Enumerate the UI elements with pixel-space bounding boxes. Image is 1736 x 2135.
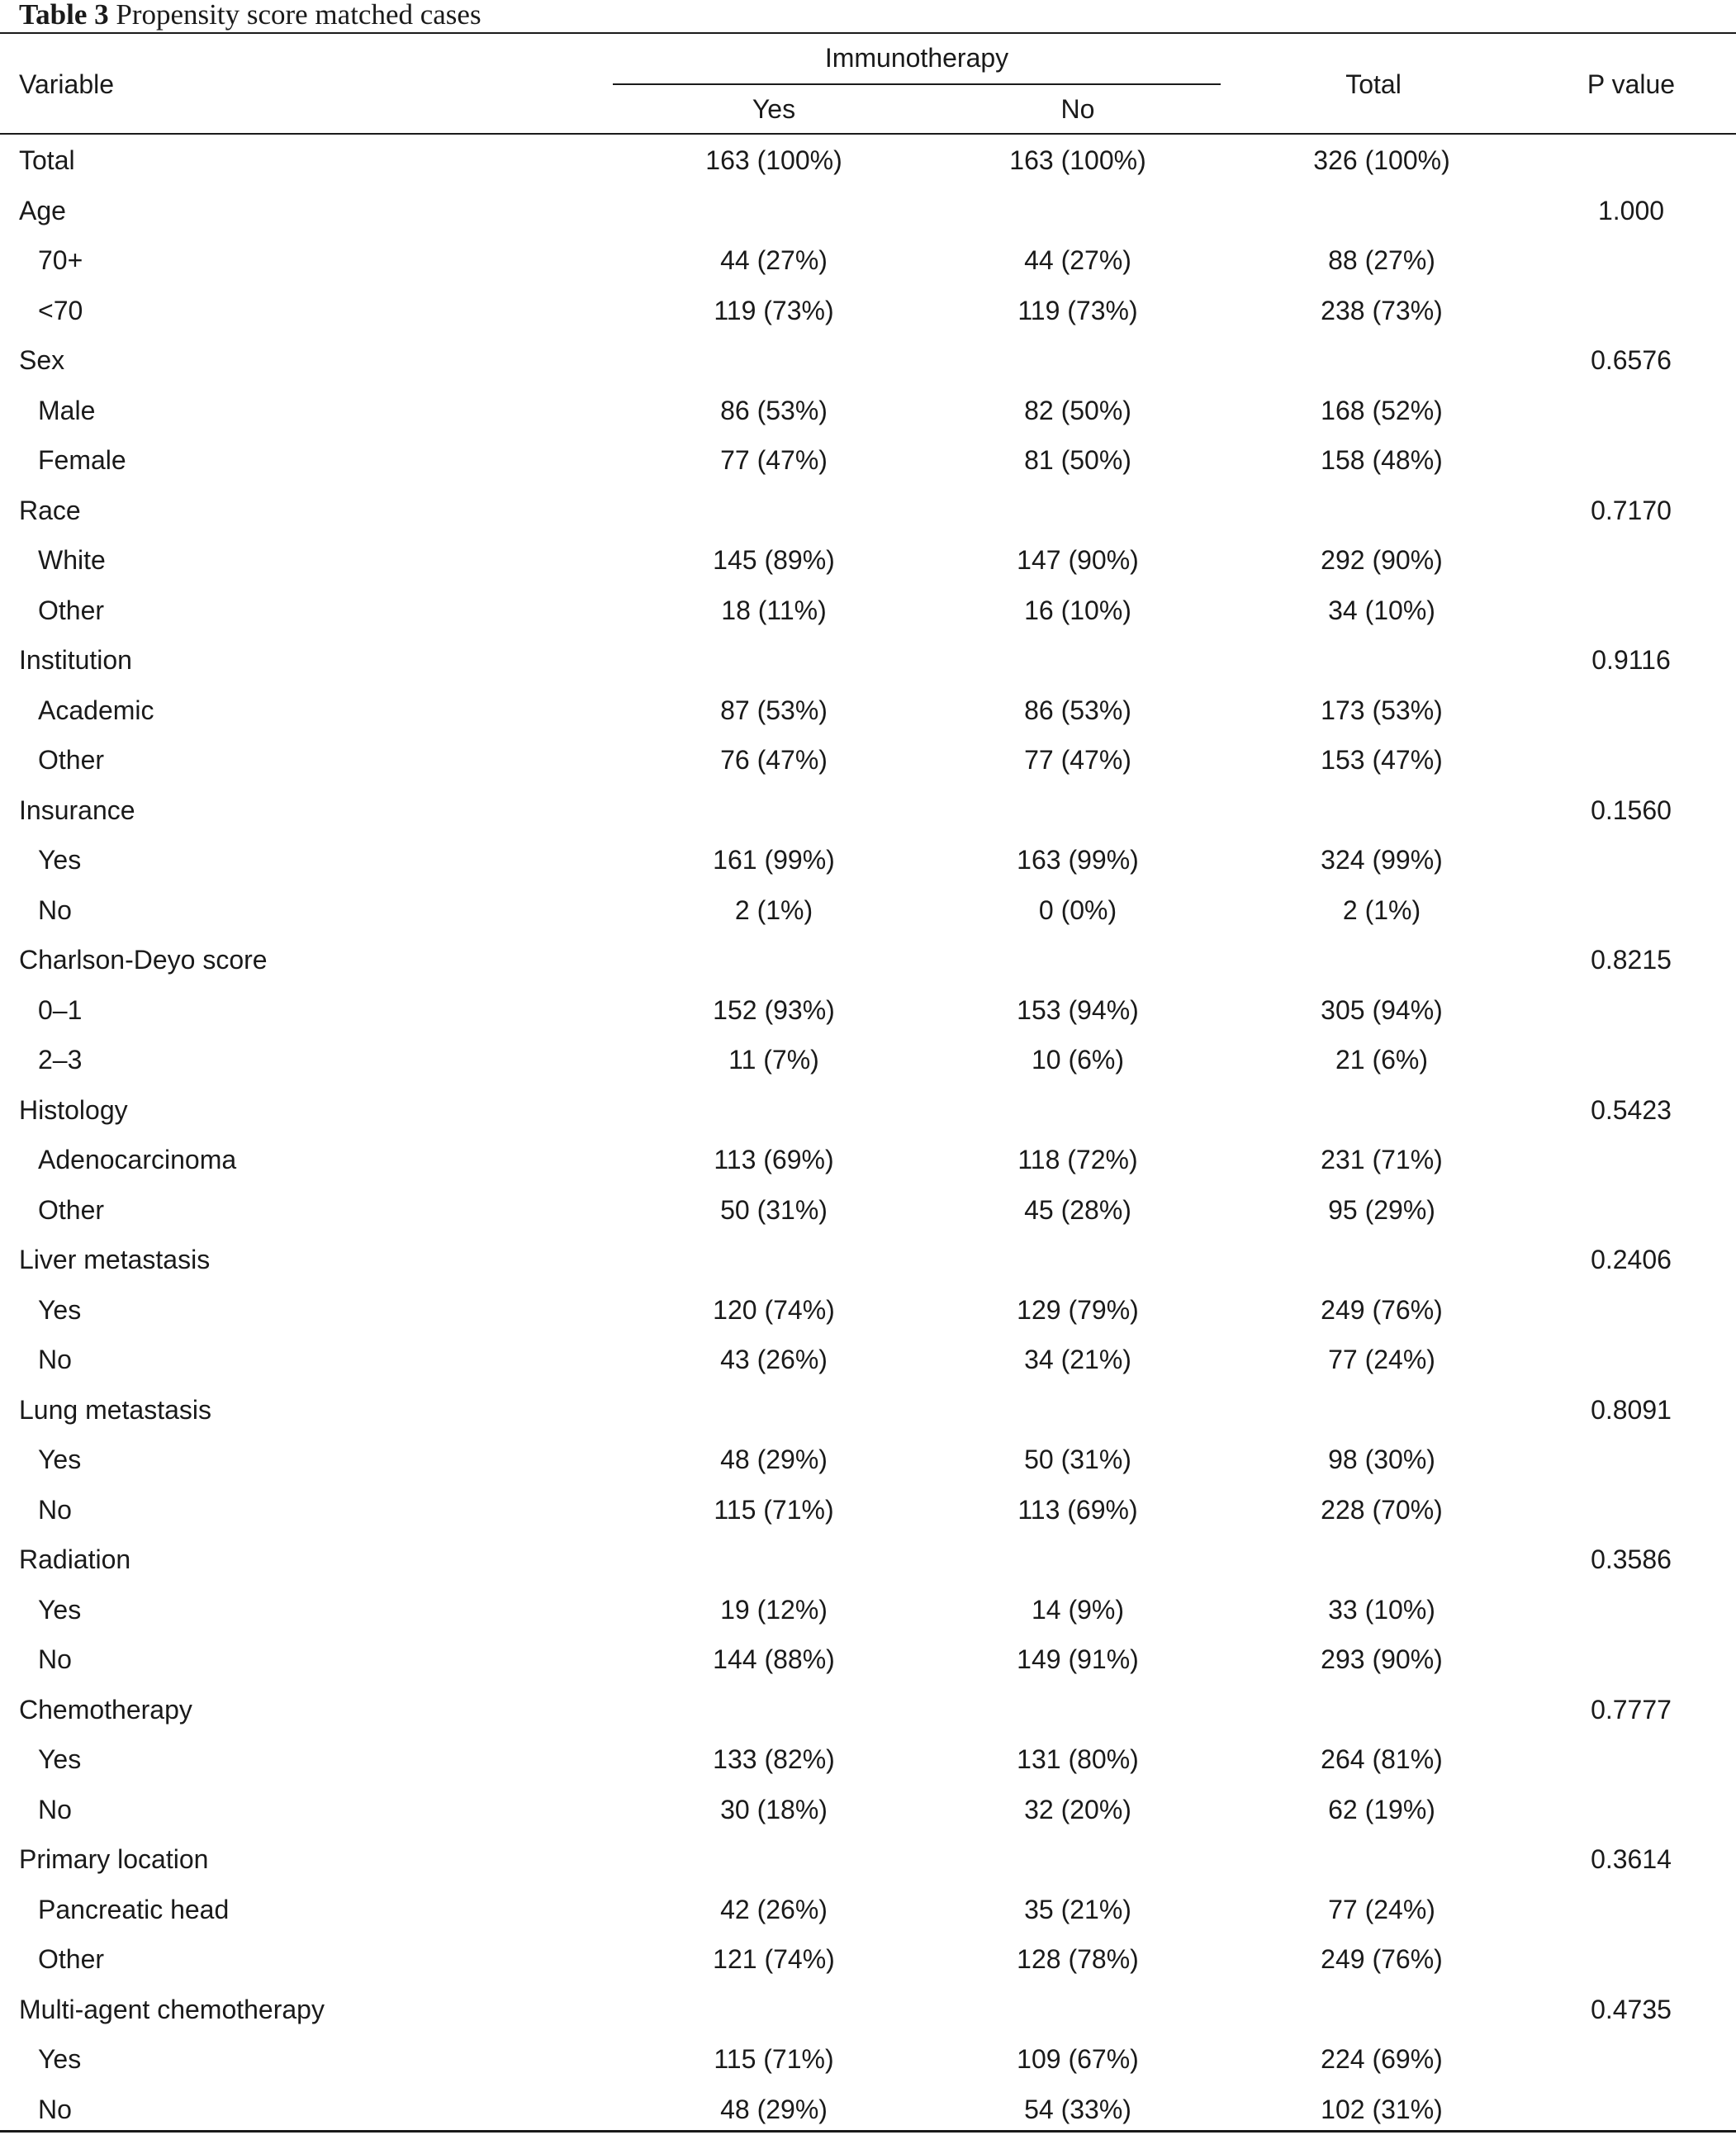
table-row: [0, 1185, 1736, 1236]
cell-total: 77 (24%): [1328, 1894, 1435, 1924]
row-label: Histology: [19, 1094, 128, 1125]
table-row-group: [0, 1235, 1736, 1285]
cell-no: 10 (6%): [1031, 1045, 1125, 1075]
row-label: No: [38, 1644, 72, 1674]
table-body: [0, 135, 1736, 2134]
table-row: [0, 1734, 1736, 1785]
row-label: Liver metastasis: [19, 1245, 211, 1274]
cell-p-value: 0.7777: [1591, 1694, 1672, 1725]
table-row-group: [0, 935, 1736, 985]
table-row: [0, 1135, 1736, 1185]
row-label: Total: [19, 145, 75, 175]
cell-total: 168 (52%): [1321, 395, 1443, 425]
cell-yes: 115 (71%): [714, 1494, 834, 1525]
row-label: Yes: [38, 1294, 82, 1325]
row-label: Female: [38, 445, 126, 475]
cell-no: 149 (91%): [1017, 1644, 1139, 1674]
cell-p-value: 0.7170: [1591, 495, 1672, 525]
cell-yes: 86 (53%): [720, 395, 828, 425]
row-label: Male: [38, 395, 96, 425]
cell-total: 158 (48%): [1321, 445, 1443, 475]
table-row-group: [0, 135, 1736, 186]
row-label: Academic: [38, 695, 154, 725]
cell-p-value: 1.000: [1597, 195, 1665, 225]
row-label: No: [38, 2094, 72, 2124]
cell-total: 238 (73%): [1321, 295, 1443, 325]
cell-yes: 44 (27%): [720, 245, 828, 275]
row-label: Adenocarcinoma: [38, 1145, 237, 1174]
cell-no: 81 (50%): [1024, 445, 1131, 475]
cell-yes: 152 (93%): [713, 994, 835, 1025]
cell-p-value: 0.8091: [1591, 1394, 1672, 1425]
table-row: [0, 1585, 1736, 1635]
table-row: [0, 235, 1736, 286]
table-row-group: [0, 1985, 1736, 2035]
cell-p-value: 0.1560: [1591, 795, 1672, 825]
table-row: [0, 586, 1736, 636]
cell-p-value: 0.2406: [1591, 1245, 1672, 1274]
cell-no: 153 (94%): [1017, 994, 1139, 1025]
header-total: Total: [1345, 69, 1402, 99]
table-row: [0, 435, 1736, 486]
cell-no: 34 (21%): [1024, 1345, 1131, 1374]
row-label: Lung metastasis: [19, 1394, 212, 1425]
row-label: Sex: [19, 345, 65, 375]
cell-yes: 133 (82%): [713, 1744, 835, 1774]
cell-yes: 18 (11%): [721, 595, 827, 625]
cell-yes: 48 (29%): [720, 2094, 828, 2124]
cell-total: 98 (30%): [1328, 1445, 1435, 1474]
table-row: [0, 1634, 1736, 1685]
table-row: [0, 1785, 1736, 1835]
cell-no: 50 (31%): [1024, 1445, 1131, 1474]
row-label: 2–3: [38, 1045, 83, 1075]
cell-no: 44 (27%): [1024, 245, 1131, 275]
row-label: Other: [38, 1944, 105, 1974]
table-row-group: [0, 1085, 1736, 1136]
cell-no: 113 (69%): [1017, 1494, 1138, 1525]
cell-no: 14 (9%): [1031, 1594, 1125, 1625]
cell-yes: 11 (7%): [728, 1045, 819, 1075]
table-number: Table 3: [19, 0, 109, 31]
cell-no: 128 (78%): [1017, 1944, 1139, 1974]
cell-no: 0 (0%): [1038, 894, 1117, 925]
cell-total: 153 (47%): [1321, 745, 1443, 775]
cell-yes: 19 (12%): [720, 1594, 828, 1625]
cell-yes: 163 (100%): [705, 145, 842, 175]
bottom-rule: [0, 2130, 1736, 2133]
row-label: Insurance: [19, 795, 135, 825]
cell-total: 305 (94%): [1321, 994, 1443, 1025]
row-label: Other: [38, 1194, 105, 1225]
table-row-group: [0, 486, 1736, 536]
row-label: Yes: [38, 845, 82, 875]
cell-no: 163 (99%): [1017, 845, 1139, 875]
row-label: Chemotherapy: [19, 1694, 192, 1725]
cell-total: 95 (29%): [1328, 1194, 1435, 1225]
row-label: No: [38, 1794, 72, 1824]
table-row: [0, 885, 1736, 936]
table-caption: [19, 0, 481, 33]
table-row: [0, 535, 1736, 586]
header-variable: Variable: [19, 69, 115, 99]
row-label: Primary location: [19, 1844, 209, 1874]
row-label: 0–1: [38, 994, 83, 1025]
table-row-group: [0, 186, 1736, 236]
cell-yes: 77 (47%): [720, 445, 828, 475]
row-label: White: [38, 545, 106, 575]
cell-total: 34 (10%): [1328, 595, 1435, 625]
cell-yes: 43 (26%): [720, 1345, 828, 1374]
cell-no: 16 (10%): [1024, 595, 1131, 625]
cell-yes: 76 (47%): [720, 745, 828, 775]
cell-no: 163 (100%): [1009, 145, 1146, 175]
row-label: Other: [38, 745, 105, 775]
cell-p-value: 0.5423: [1591, 1094, 1672, 1125]
table-row: [0, 1435, 1736, 1485]
row-label: <70: [38, 295, 83, 325]
cell-yes: 87 (53%): [720, 695, 828, 725]
cell-yes: 161 (99%): [713, 845, 835, 875]
cell-p-value: 0.9116: [1591, 645, 1671, 675]
row-label: No: [38, 1494, 72, 1525]
cell-total: 102 (31%): [1321, 2094, 1443, 2124]
cell-no: 77 (47%): [1024, 745, 1131, 775]
table-row-group: [0, 1685, 1736, 1735]
cell-total: 292 (90%): [1321, 545, 1443, 575]
cell-no: 32 (20%): [1024, 1794, 1131, 1824]
row-label: Race: [19, 495, 81, 525]
cell-yes: 113 (69%): [714, 1145, 834, 1174]
row-label: Yes: [38, 1744, 82, 1774]
cell-yes: 121 (74%): [713, 1944, 835, 1974]
cell-total: 326 (100%): [1313, 145, 1450, 175]
cell-total: 228 (70%): [1321, 1494, 1443, 1525]
table-row: [0, 1485, 1736, 1535]
header-immunotherapy: Immunotherapy: [824, 43, 1009, 73]
cell-total: 293 (90%): [1321, 1644, 1443, 1674]
header-no: No: [1060, 94, 1095, 124]
cell-total: 77 (24%): [1328, 1345, 1435, 1374]
table-row: [0, 2034, 1736, 2085]
cell-no: 118 (72%): [1017, 1145, 1138, 1174]
row-label: Yes: [38, 2044, 82, 2074]
cell-total: 173 (53%): [1321, 695, 1443, 725]
cell-p-value: 0.6576: [1591, 345, 1672, 375]
top-rule: [0, 32, 1736, 34]
cell-p-value: 0.3614: [1591, 1844, 1672, 1874]
table-row: [0, 386, 1736, 436]
cell-p-value: 0.4735: [1591, 1994, 1672, 2024]
cell-no: 109 (67%): [1017, 2044, 1139, 2074]
cell-yes: 50 (31%): [720, 1194, 828, 1225]
row-label: Yes: [38, 1594, 82, 1625]
table-row-group: [0, 635, 1736, 686]
cell-yes: 42 (26%): [720, 1894, 828, 1924]
cell-total: 33 (10%): [1328, 1594, 1435, 1625]
cell-yes: 119 (73%): [714, 295, 834, 325]
header-spanner-line: [613, 83, 1221, 85]
cell-total: 21 (6%): [1335, 1045, 1429, 1075]
cell-no: 82 (50%): [1024, 395, 1131, 425]
cell-total: 62 (19%): [1328, 1794, 1435, 1824]
table-row: [0, 985, 1736, 1036]
cell-total: 249 (76%): [1321, 1944, 1443, 1974]
cell-yes: 30 (18%): [720, 1794, 828, 1824]
table-row-group: [0, 1834, 1736, 1885]
cell-total: 231 (71%): [1321, 1145, 1443, 1174]
row-label: Yes: [38, 1445, 82, 1474]
cell-no: 35 (21%): [1024, 1894, 1131, 1924]
row-label: Multi-agent chemotherapy: [19, 1994, 325, 2024]
header-p-value: P value: [1587, 69, 1676, 99]
table-row: [0, 686, 1736, 736]
table-row: [0, 1035, 1736, 1085]
row-label: No: [38, 894, 72, 925]
cell-total: 264 (81%): [1321, 1744, 1443, 1774]
row-label: Radiation: [19, 1544, 131, 1574]
cell-yes: 120 (74%): [713, 1294, 835, 1325]
table-row: [0, 735, 1736, 785]
cell-yes: 145 (89%): [713, 545, 835, 575]
cell-p-value: 0.8215: [1591, 945, 1672, 975]
row-label: Other: [38, 595, 105, 625]
cell-yes: 115 (71%): [714, 2044, 834, 2074]
header-yes: Yes: [752, 94, 796, 124]
cell-p-value: 0.3586: [1591, 1544, 1672, 1574]
cell-total: 324 (99%): [1321, 845, 1443, 875]
cell-no: 45 (28%): [1024, 1194, 1131, 1225]
cell-yes: 144 (88%): [713, 1644, 835, 1674]
table-row-group: [0, 1385, 1736, 1435]
cell-no: 86 (53%): [1024, 695, 1131, 725]
row-label: Institution: [19, 645, 132, 675]
cell-no: 147 (90%): [1017, 545, 1139, 575]
table-row-group: [0, 335, 1736, 386]
cell-no: 54 (33%): [1024, 2094, 1131, 2124]
table-row: [0, 835, 1736, 885]
cell-total: 249 (76%): [1321, 1294, 1443, 1325]
cell-no: 119 (73%): [1017, 295, 1138, 325]
row-label: Charlson-Deyo score: [19, 945, 268, 975]
table-row: [0, 1934, 1736, 1985]
row-label: No: [38, 1345, 72, 1374]
cell-yes: 2 (1%): [734, 894, 813, 925]
cell-no: 129 (79%): [1017, 1294, 1139, 1325]
table-row-group: [0, 1535, 1736, 1585]
table-row: [0, 286, 1736, 336]
table-row: [0, 1885, 1736, 1935]
table-row: [0, 1285, 1736, 1336]
row-label: Pancreatic head: [38, 1894, 230, 1924]
header-rule: [0, 133, 1736, 135]
table-row-group: [0, 785, 1736, 836]
row-label: Age: [19, 195, 66, 225]
table-row: [0, 2085, 1736, 2135]
cell-total: 224 (69%): [1321, 2044, 1443, 2074]
row-label: 70+: [38, 245, 83, 275]
cell-total: 88 (27%): [1328, 245, 1435, 275]
table-title: Propensity score matched cases: [116, 0, 481, 31]
cell-yes: 48 (29%): [720, 1445, 828, 1474]
table-row: [0, 1335, 1736, 1385]
cell-no: 131 (80%): [1017, 1744, 1139, 1774]
cell-total: 2 (1%): [1342, 894, 1421, 925]
